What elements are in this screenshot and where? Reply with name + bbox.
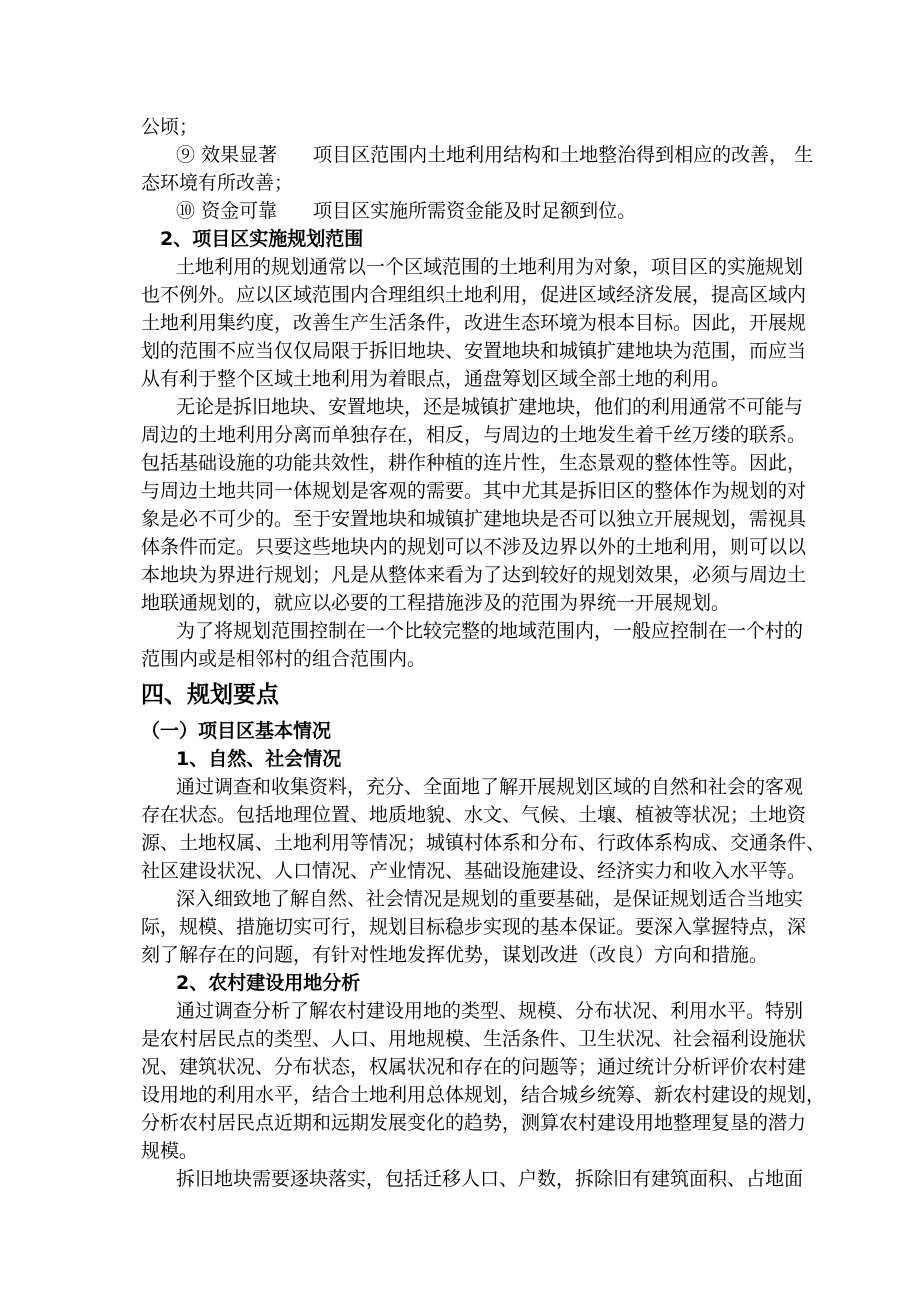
text-line: 公顷； (141, 116, 199, 138)
paragraph-line: 范围内或是相邻村的组合范围内。 (141, 648, 427, 670)
paragraph-line: 与周边土地共同一体规划是客观的需要。其中尤其是拆旧区的整体作为规划的对 (141, 480, 807, 502)
paragraph-line: 拆旧地块需要逐块落实，包括迁移人口、户数，拆除旧有建筑面积、占地面 (176, 1168, 804, 1190)
item-number: ⑨ (176, 144, 196, 166)
paragraph-line: 土地利用的规划通常以一个区域范围的土地利用为对象，项目区的实施规划 (176, 256, 804, 278)
paragraph-line: 划的范围不应当仅仅局限于拆旧地块、安置地块和城镇扩建地块为范围，而应当 (141, 340, 807, 362)
paragraph-line: 规模。 (141, 1140, 199, 1162)
list-item-9 (176, 143, 814, 167)
paragraph-line: 存在状态。包括地理位置、地质地貌、水文、气候、土壤、植被等状况；土地资 (141, 804, 807, 826)
paragraph-line: 际，规模、措施切实可行，规划目标稳步实现的基本保证。要深入掌握特点，深 (141, 916, 807, 938)
item-term: 效果显著 (201, 144, 278, 166)
subsection-heading: （一）项目区基本情况 (141, 720, 332, 742)
paragraph-line: 体条件而定。只要这些地块内的规划可以不涉及边界以外的土地利用，则可以以 (141, 536, 807, 558)
paragraph-line: 分析农村居民点近期和远期发展变化的趋势，测算农村建设用地整理复垦的潜力 (141, 1112, 807, 1134)
paragraph-line: 设用地的利用水平，结合土地利用总体规划，结合城乡统筹、新农村建设的规划， (141, 1084, 826, 1106)
paragraph-line: 周边的土地利用分离而单独存在，相反，与周边的土地发生着千丝万缕的联系。 (141, 424, 807, 446)
list-item-10 (176, 199, 791, 223)
paragraph-line: 地联通规划的，就应以必要的工程措施涉及的范围为界统一开展规划。 (141, 592, 731, 614)
paragraph-line: 无论是拆旧地块、安置地块，还是城镇扩建地块，他们的利用通常不可能与 (176, 396, 804, 418)
paragraph-line: 通过调查分析了解农村建设用地的类型、规模、分布状况、利用水平。特别 (176, 1000, 804, 1022)
item-text: 项目区范围内土地利用结构和土地整治得到相应的改善， (313, 144, 789, 166)
paragraph-line: 本地块为界进行规划；凡是从整体来看为了达到较好的规划效果，必须与周边土 (141, 564, 807, 586)
section-heading: 2、农村建设用地分析 (176, 972, 361, 994)
paragraph-line: 通过调查和收集资料，充分、全面地了解开展规划区域的自然和社会的客观 (176, 776, 804, 798)
paragraph-line: 也不例外。应以区域范围内合理组织土地利用，促进区域经济发展，提高区域内 (141, 284, 807, 306)
paragraph-line: 为了将规划范围控制在一个比较完整的地域范围内，一般应控制在一个村的 (176, 620, 804, 642)
item-term: 资金可靠 (201, 200, 278, 222)
paragraph-line: 土地利用集约度，改善生产生活条件，改进生态环境为根本目标。因此，开展规 (141, 312, 807, 334)
paragraph-line: 从有利于整个区域土地利用为着眼点，通盘筹划区域全部土地的利用。 (141, 368, 731, 390)
paragraph-line: 源、土地权属、土地利用等情况；城镇村体系和分布、行政体系构成、交通条件、 (141, 832, 826, 854)
chapter-heading: 四、规划要点 (141, 682, 279, 708)
item-text: 项目区实施所需资金能及时足额到位。 (313, 200, 637, 222)
paragraph-line: 包括基础设施的功能共效性，耕作种植的连片性，生态景观的整体性等。因此， (141, 452, 807, 474)
paragraph-line: 况、建筑状况、分布状态，权属状况和存在的问题等；通过统计分析评价农村建 (141, 1056, 807, 1078)
item-number: ⑩ (176, 200, 196, 222)
paragraph-line: 社区建设状况、人口情况、产业情况、基础设施建设、经济实力和收入水平等。 (141, 860, 807, 882)
paragraph-line: 象是必不可少的。至于安置地块和城镇扩建地块是否可以独立开展规划，需视具 (141, 508, 807, 530)
item-text-tail: 生 (794, 144, 814, 166)
paragraph-line: 刻了解存在的问题，有针对性地发挥优势，谋划改进（改良）方向和措施。 (141, 944, 769, 966)
text-line: 态环境有所改善； (141, 172, 294, 194)
paragraph-line: 是农村居民点的类型、人口、用地规模、生活条件、卫生状况、社会福利设施状 (141, 1028, 807, 1050)
section-heading: 1、自然、社会情况 (176, 748, 342, 770)
section-heading: 2、项目区实施规划范围 (160, 228, 364, 250)
paragraph-line: 深入细致地了解自然、社会情况是规划的重要基础，是保证规划适合当地实 (176, 888, 804, 910)
